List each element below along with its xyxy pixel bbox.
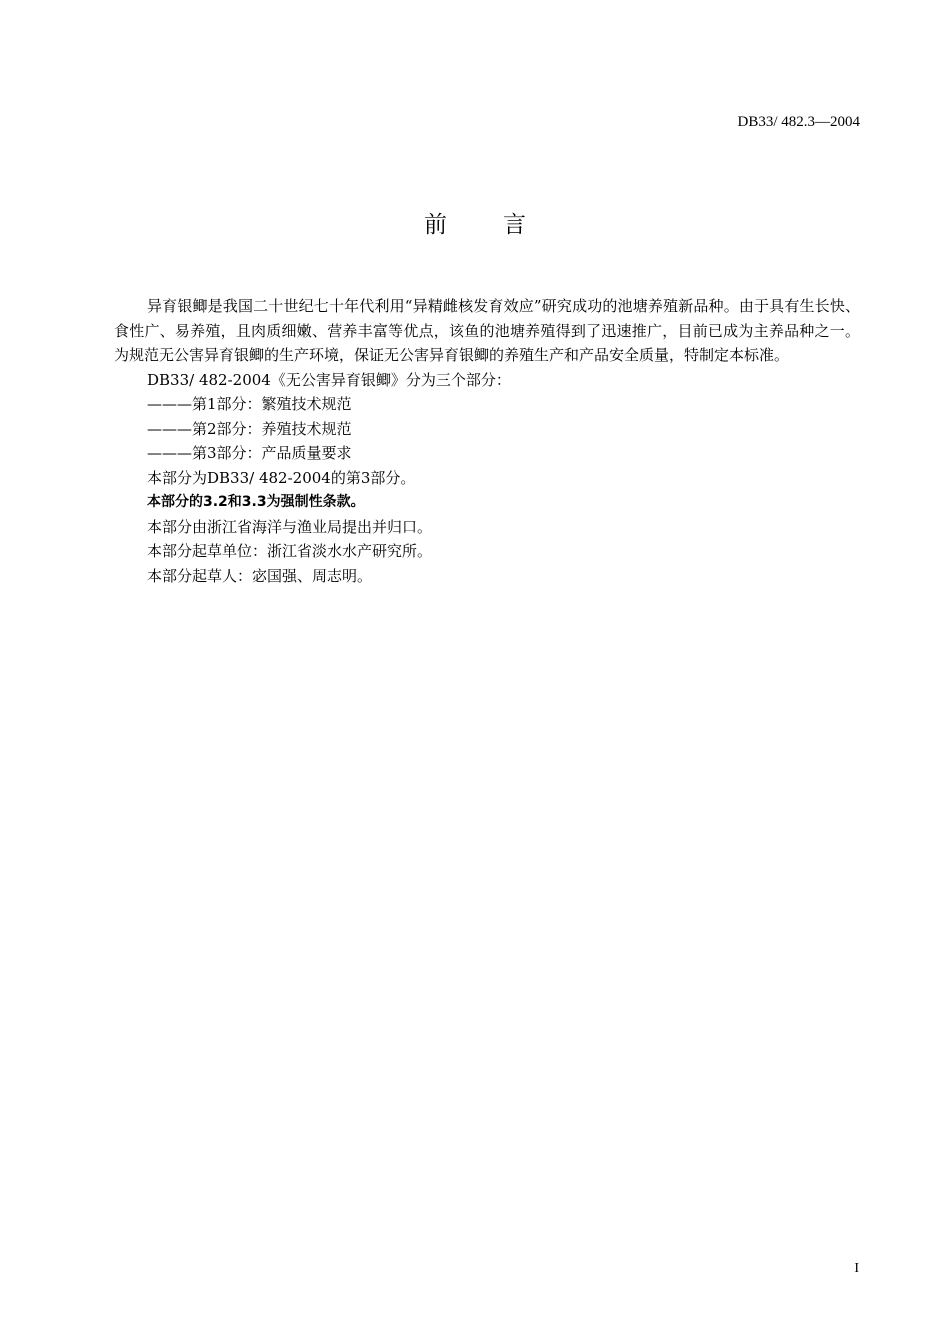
title-char-2: 言 [503, 212, 526, 238]
paragraph-parts-overview: DB33/ 482-2004《无公害异育银鲫》分为三个部分： [147, 370, 511, 389]
list-item-part-1: ———第1部分：繁殖技术规范 [147, 395, 352, 413]
paragraph-intro: 异育银鲫是我国二十世纪七十年代利用“异精雌核发育效应”研究成功的池塘养殖新品种。由于具有生长快、食性广、易养殖，且肉质细嫩、营养丰富等优点，该鱼的池塘养殖得到了迅速推广，目前已成为主养品种之一。为规范无公害异育银鲫的生产环境，保证无公害异育银鲫的养殖生产和产品安全质量，特制定本标准。 [114, 297, 860, 364]
list-item-part-3: ———第3部分：产品质量要求 [147, 444, 352, 462]
foreword-body [114, 294, 860, 588]
standard-code: DB33/ 482.3—2004 [737, 114, 860, 130]
page-title [0, 206, 950, 239]
paragraph-drafting-unit: 本部分起草单位：浙江省淡水水产研究所。 [147, 542, 433, 560]
paragraph-mandatory-clauses: 本部分的3.2和3.3为强制性条款。 [147, 494, 365, 510]
title-char-1: 前 [424, 212, 447, 238]
paragraph-proposer: 本部分由浙江省海洋与渔业局提出并归口。 [147, 517, 433, 536]
paragraph-drafters: 本部分起草人：宓国强、周志明。 [147, 566, 373, 585]
page-number: I [854, 1261, 859, 1276]
list-item-part-2: ———第2部分：养殖技术规范 [147, 419, 352, 438]
paragraph-this-part: 本部分为DB33/ 482-2004的第3部分。 [147, 468, 416, 487]
